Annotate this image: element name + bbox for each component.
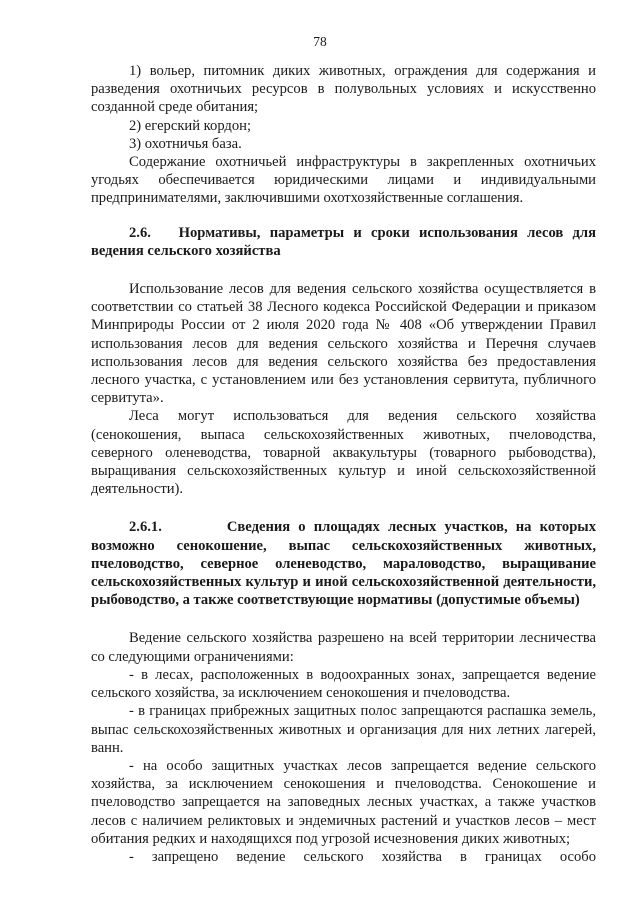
paragraph-forest-activities: Леса могут использоваться для ведения сельского хозяйства (сенокошения, выпаса сельскохозяйственных животных, пчеловодства, северного оленеводства, товарной аквакультуры (товарного рыбоводства), выращивания сельскохозяйственных культур и иной сельскохозяйственной деятельности).	[91, 408, 596, 498]
paragraph-forest-use: Использование лесов для ведения сельского хозяйства осуществляется в соответствии со статьей 38 Лесного кодекса Российской Федерации и приказом Минприроды России от 2 июля 2020 года № 408 «Об утверждении Правил использования лесов для ведения сельского хозяйства и Перечня случаев использования лесов для ведения сельского хозяйства без предоставления лесного участка, с установлением или без установления сервитута, публичного сервитута».	[91, 281, 596, 407]
section-number: 2.6.	[129, 224, 151, 241]
restriction-item: - в лесах, расположенных в водоохранных зонах, запрещается ведение сельского хозяйства, за исключением сенокошения и пчеловодства.	[91, 666, 596, 702]
section-number: 2.6.1.	[129, 519, 162, 536]
paragraph-restrictions-intro: Ведение сельского хозяйства разрешено на всей территории лесничества со следующими ограничениями:	[91, 630, 596, 665]
section-heading-2-6	[91, 224, 596, 260]
section-title: Нормативы, параметры и сроки использования лесов для ведения сельского хозяйства	[91, 224, 596, 259]
paragraph-infrastructure: Содержание охотничьей инфраструктуры в закрепленных охотничьих угодьях обеспечивается юридическими лицами и индивидуальными предпринимателями, заключившими охотхозяйственные соглашения.	[91, 154, 596, 207]
restriction-item: - в границах прибрежных защитных полос запрещаются распашка земель, выпас сельскохозяйственных животных и организация для них летних лагерей, ванн.	[91, 703, 596, 756]
page-body	[91, 62, 596, 866]
list-item-2: 2) егерский кордон;	[129, 117, 252, 134]
page-number: 78	[313, 34, 327, 49]
list-item-1: 1) вольер, питомник диких животных, ограждения для содержания и разведения охотничьих ресурсов в полувольных условиях и искусственно созданной среде обитания;	[91, 63, 596, 116]
section-title: Сведения о площадях лесных участков, на которых возможно сенокошение, выпас сельскохозяйственных животных, пчеловодство, северное оленеводство, мараловодство, выращивание сельскохозяйственных культур и иной сельскохозяйственной деятельности, рыбоводство, а также соответствующие нормативы (допустимые объемы)	[91, 519, 597, 609]
restriction-item: - на особо защитных участках лесов запрещается ведение сельского хозяйства, за исключением сенокошения и пчеловодства. Сенокошение и пчеловодство запрещается на заповедных лесных участках, а также участков лесов с наличием реликтовых и эндемичных растений и участков лесов – мест обитания редких и находящихся под угрозой исчезновения диких животных;	[91, 757, 596, 847]
restriction-item: - запрещено ведение сельского хозяйства в границах особо	[129, 848, 596, 865]
section-heading-2-6-1	[91, 518, 596, 609]
list-item-3: 3) охотничья база.	[129, 135, 242, 152]
